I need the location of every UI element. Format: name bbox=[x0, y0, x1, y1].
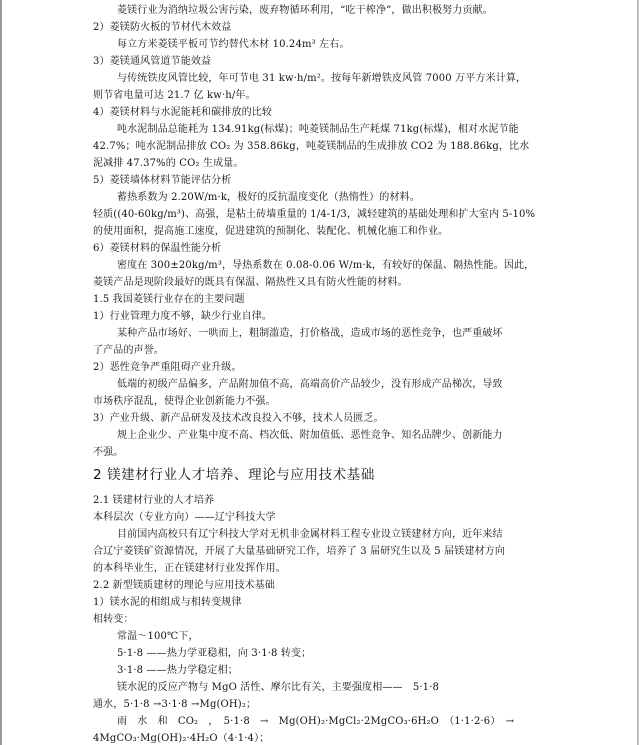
text-line: 雨 水 和 CO₂ ， 5·1·8 → Mg(OH)₂·MgCl₂·2MgCO₃·6H₂O （1·1·2·6） → bbox=[117, 716, 515, 727]
list-item-heading: 1）镁水泥的相组成与相转变规律 bbox=[93, 597, 242, 608]
text-line: 某种产品市场好、一哄而上，粗制滥造，打价格战，造成市场的恶性竞争，也严重破坏 bbox=[117, 328, 503, 339]
text-line: 菱镁行业为消纳垃圾公害污染，废弃物循环利用，“吃干榨净”，做出积极努力贡献。 bbox=[117, 5, 493, 16]
text-line: 菱镁产品是现阶段最好的既具有保温、隔热性又具有防火性能的材料。 bbox=[93, 277, 408, 288]
chapter-heading: 2 镁建材行业人才培养、理论与应用技术基础 bbox=[93, 467, 375, 483]
text-line: 相转变： bbox=[93, 614, 134, 625]
text-line: 常温～100℃下， bbox=[117, 631, 199, 642]
list-item-heading: 2）恶性竞争严重阻碍产业升级。 bbox=[93, 362, 242, 373]
text-line: 3·1·8 ——热力学稳定相； bbox=[117, 665, 238, 676]
text-line: 市场秩序混乱，使得企业创新能力不强。 bbox=[93, 396, 276, 407]
list-item-heading: 5）菱镁墙体材料节能评估分析 bbox=[93, 175, 232, 186]
text-line: 蓄热系数为 2.20W/m·k，极好的反抗温度变化（热惰性）的材料。 bbox=[117, 192, 420, 203]
text-line: 42.7%；吨水泥制品排放 CO₂ 为 358.86kg，吨菱镁制品的生成排放 CO2 为 188.86kg，比水 bbox=[93, 141, 530, 152]
text-line: 泥减排 47.37%的 CO₂ 生成量。 bbox=[93, 158, 244, 169]
text-line: 5·1·8 ——热力学亚稳相，向 3·1·8 转变； bbox=[117, 648, 312, 659]
text-line: 的使用面积，提高施工速度，促进建筑的预制化、装配化、机械化施工和作业。 bbox=[93, 226, 449, 237]
list-item-heading: 3）菱镁通风管道节能效益 bbox=[93, 56, 212, 67]
text-line: 了产品的声誉。 bbox=[93, 345, 165, 356]
section-heading: 1.5 我国菱镁行业存在的主要问题 bbox=[93, 294, 245, 305]
text-line: 则节省电量可达 21.7 亿 kw·h/年。 bbox=[93, 90, 256, 101]
text-line: 通水，5·1·8 →3·1·8 →Mg(OH)₂； bbox=[93, 699, 257, 710]
text-line: 与传统铁皮风管比较，年可节电 31 kw·h/m²。按每年新增铁皮风管 7000 万平方米计算， bbox=[117, 73, 527, 84]
text-line: 目前国内高校只有辽宁科技大学对无机非金属材料工程专业设立镁建材方向，近年来结 bbox=[117, 529, 503, 540]
text-line: 的本科毕业生，正在镁建材行业发挥作用。 bbox=[93, 563, 286, 574]
text-line: 密度在 300±20kg/m³，导热系数在 0.08-0.06 W/m·k，有较好的保温、隔热性能。因此， bbox=[117, 260, 535, 271]
text-line: 合辽宁菱镁矿资源情况，开展了大量基础研究工作，培养了 3 届研究生以及 5 届镁建材方向 bbox=[93, 546, 506, 557]
section-heading: 2.1 镁建材行业的人才培养 bbox=[93, 495, 215, 506]
text-line: 镁水泥的反应产物与 MgO 活性、摩尔比有关，主要强度相—— 5·1·8 bbox=[117, 682, 440, 693]
text-line: 4MgCO₃·Mg(OH)₂·4H₂O（4·1·4）； bbox=[93, 733, 270, 744]
section-heading: 2.2 新型镁质建材的理论与应用技术基础 bbox=[93, 580, 276, 591]
list-item-heading: 4）菱镁材料与水泥能耗和碳排放的比较 bbox=[93, 107, 273, 118]
list-item-heading: 2）菱镁防火板的节材代木效益 bbox=[93, 22, 232, 33]
text-line: 轻质((40-60kg/m³)、高强，是粘土砖墙重量的 1/4-1/3，减轻建筑的基础处理和扩大室内 5-10% bbox=[93, 209, 536, 220]
list-item-heading: 1）行业管理力度不够，缺少行业自律。 bbox=[93, 311, 273, 322]
text-line: 规上企业少、产业集中度不高、档次低、附加值低、恶性竞争、知名品牌少、创新能力 bbox=[117, 430, 503, 441]
text-line: 低端的初级产品偏多，产品附加值不高，高端高价产品较少，没有形成产品梯次，导致 bbox=[117, 379, 503, 390]
text-line: 不强。 bbox=[93, 447, 124, 458]
text-line: 每立方米菱镁平板可节约替代木材 10.24m³ 左右。 bbox=[117, 39, 350, 50]
window-left-edge bbox=[0, 0, 2, 745]
list-item-heading: 6）菱镁材料的保温性能分析 bbox=[93, 243, 222, 254]
list-item-heading: 3）产业升级、新产品研发及技术改良投入不够，技术人员匮乏。 bbox=[93, 413, 384, 424]
text-line: 吨水泥制品总能耗为 134.91kg(标煤)；吨菱镁制品生产耗煤 71kg(标煤)，相对水泥节能 bbox=[117, 124, 519, 135]
text-line: 本科层次（专业方向）——辽宁科技大学 bbox=[93, 512, 276, 523]
